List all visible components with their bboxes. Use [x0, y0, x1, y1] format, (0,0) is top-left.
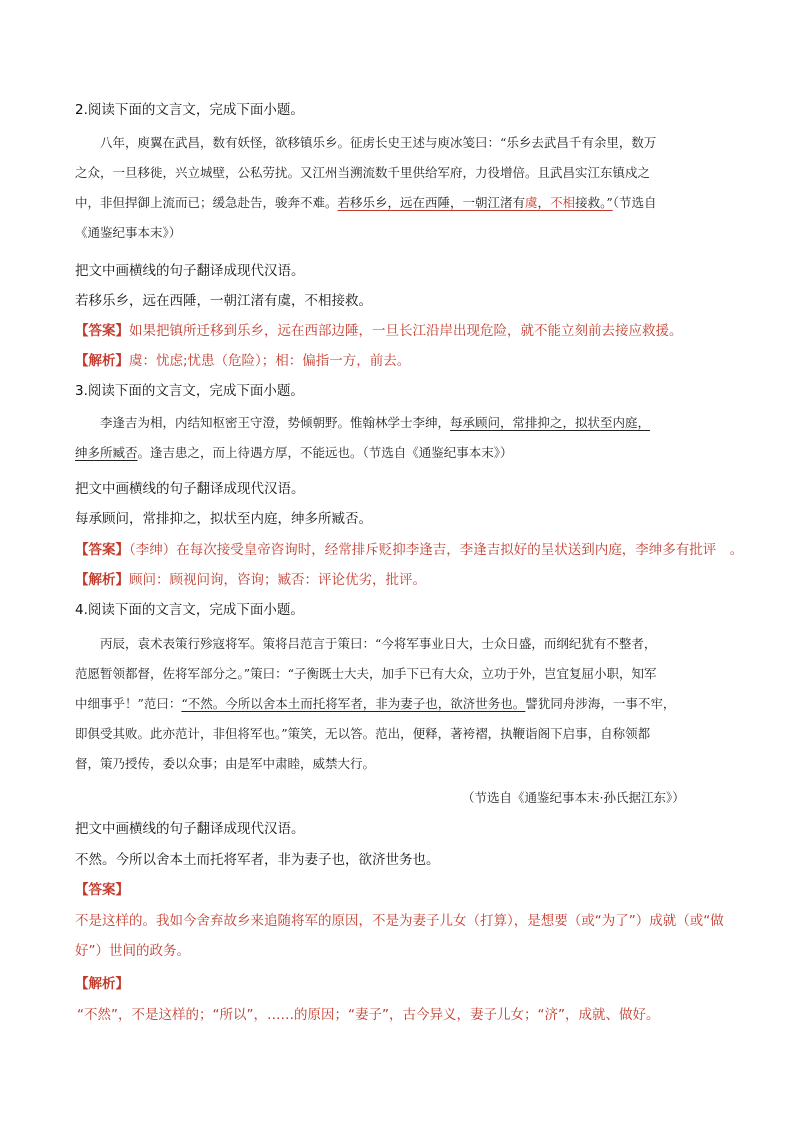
answer-tag: 【答案】 — [75, 323, 129, 339]
q4-answer-line-2: 好”）世间的政务。 — [75, 943, 190, 959]
q4-source: （节选自《通鉴纪事本末·孙氏据江东》） — [462, 790, 685, 805]
q4-passage-line-5: 督，策乃授传，委以众事；由是军中肃睦，威禁大行。 — [75, 756, 376, 771]
q2-analysis-text: 虞：忧虑;忧患（危险）；相：偏指一方，前去。 — [129, 353, 411, 369]
q3-passage-line-2: 绅多所臧否。逢吉患之，而上待遇方厚，不能远也。（节选自《通鉴纪事本末》） — [75, 445, 513, 460]
q2-passage-line-2: 之众，一旦移徙，兴立城壁，公私劳扰。又江州当溯流数千里供给军府，力役增倍。且武昌实江东镇戍之 — [75, 165, 651, 180]
q4-answer-tag: 【答案】 — [75, 882, 129, 898]
q2-answer-text: 如果把镇所迁移到乐乡，远在西部边陲，一旦长江沿岸出现危险，就不能立刻前去接应救援。 — [129, 323, 683, 339]
q3-passage-line-1: 李逢吉为相，内结知枢密王守澄，势倾朝野。惟翰林学士李绅，每承顾问，常排抑之，拟状至内庭， — [100, 415, 651, 430]
q2-analysis — [75, 352, 410, 370]
q3-underlined-part-1: 每承顾问，常排抑之，拟状至内庭， — [450, 415, 651, 430]
q4-sentence: 不然。今所以舍本土而托将军者，非为妻子也，欲济世务也。 — [75, 852, 440, 868]
q3-answer — [75, 541, 743, 559]
q3-answer-text: （李绅）在每次接受皇帝咨询时，经常排斥贬抑李逢吉，李逢吉拟好的呈状送到内庭，李绅多有批评 。 — [129, 542, 744, 558]
q4-passage-line-4: 即俱受其败。此亦范计，非但将军也。”策笑，无以答。范出，便释，著袴褶，执鞭诣阁下启事，自称领都 — [75, 726, 651, 741]
q2-underlined-sentence: 若移乐乡，远在西陲，一朝江渚有虞，不相接救。” — [337, 195, 613, 210]
q2-passage-line-3: 中，非但捍御上流而已；缓急赴告，骏奔不难。若移乐乡，远在西陲，一朝江渚有虞，不相接救。”（节选自 — [75, 195, 657, 210]
q4-instruction: 把文中画横线的句子翻译成现代汉语。 — [75, 821, 305, 837]
analysis-tag: 【解析】 — [75, 572, 129, 588]
q4-heading: 4.阅读下面的文言文，完成下面小题。 — [75, 602, 304, 618]
answer-tag: 【答案】 — [75, 542, 129, 558]
q4-passage-line-1: 丙辰，袁术表策行殄寇将军。策将吕范言于策曰：“今将军事业日大，士众日盛，而纲纪犹有不整者， — [100, 636, 657, 651]
q2-sentence: 若移乐乡，远在西陲，一朝江渚有虞，不相接救。 — [75, 293, 372, 309]
q3-analysis — [75, 571, 426, 589]
q3-heading: 3.阅读下面的文言文，完成下面小题。 — [75, 383, 304, 399]
q4-analysis-text: “不然”，不是这样的；“所以”，……的原因；“妻子”，古今异义，妻子儿女；“济”，成就、做好。 — [77, 1007, 660, 1023]
q2-heading: 2.阅读下面的文言文，完成下面小题。 — [75, 102, 304, 118]
q3-analysis-text: 顾问：顾视问询，咨询；臧否：评论优劣，批评。 — [129, 572, 426, 588]
q2-passage-line-1: 八年，庾翼在武昌，数有妖怪，欲移镇乐乡。征虏长史王述与庾冰笺曰：“乐乡去武昌千有余里，数万 — [100, 135, 657, 150]
q4-passage-line-2: 范愿暂领都督，佐将军部分之。”策曰：“子衡既士大夫，加手下已有大众，立功于外，岂宜复屈小职，知军 — [75, 666, 657, 681]
q4-passage-line-3: 中细事乎！”范曰：“不然。今所以舍本土而托将军者，非为妻子也，欲济世务也。譬犹同舟涉海，一事不牢， — [75, 696, 676, 711]
q2-passage-plain: 中，非但捍御上流而已；缓急赴告，骏奔不难。 — [75, 195, 338, 210]
q2-source: 《通鉴纪事本末》） — [75, 225, 182, 240]
q4-underlined-sentence: “不然。今所以舍本土而托将军者，非为妻子也，欲济世务也。 — [181, 696, 526, 711]
q4-answer-line-1: 不是这样的。我如今舍弃故乡来追随将军的原因，不是为妻子儿女（打算），是想要（或“为了”）成就（或“做 — [75, 913, 724, 929]
q2-instruction: 把文中画横线的句子翻译成现代汉语。 — [75, 263, 305, 279]
q3-sentence: 每承顾问，常排抑之，拟状至内庭，绅多所臧否。 — [75, 511, 372, 527]
q3-instruction: 把文中画横线的句子翻译成现代汉语。 — [75, 481, 305, 497]
q3-underlined-part-2: 绅多所臧否 — [75, 445, 138, 460]
q2-answer — [75, 322, 683, 340]
analysis-tag: 【解析】 — [75, 353, 129, 369]
q4-analysis-tag: 【解析】 — [75, 976, 129, 992]
